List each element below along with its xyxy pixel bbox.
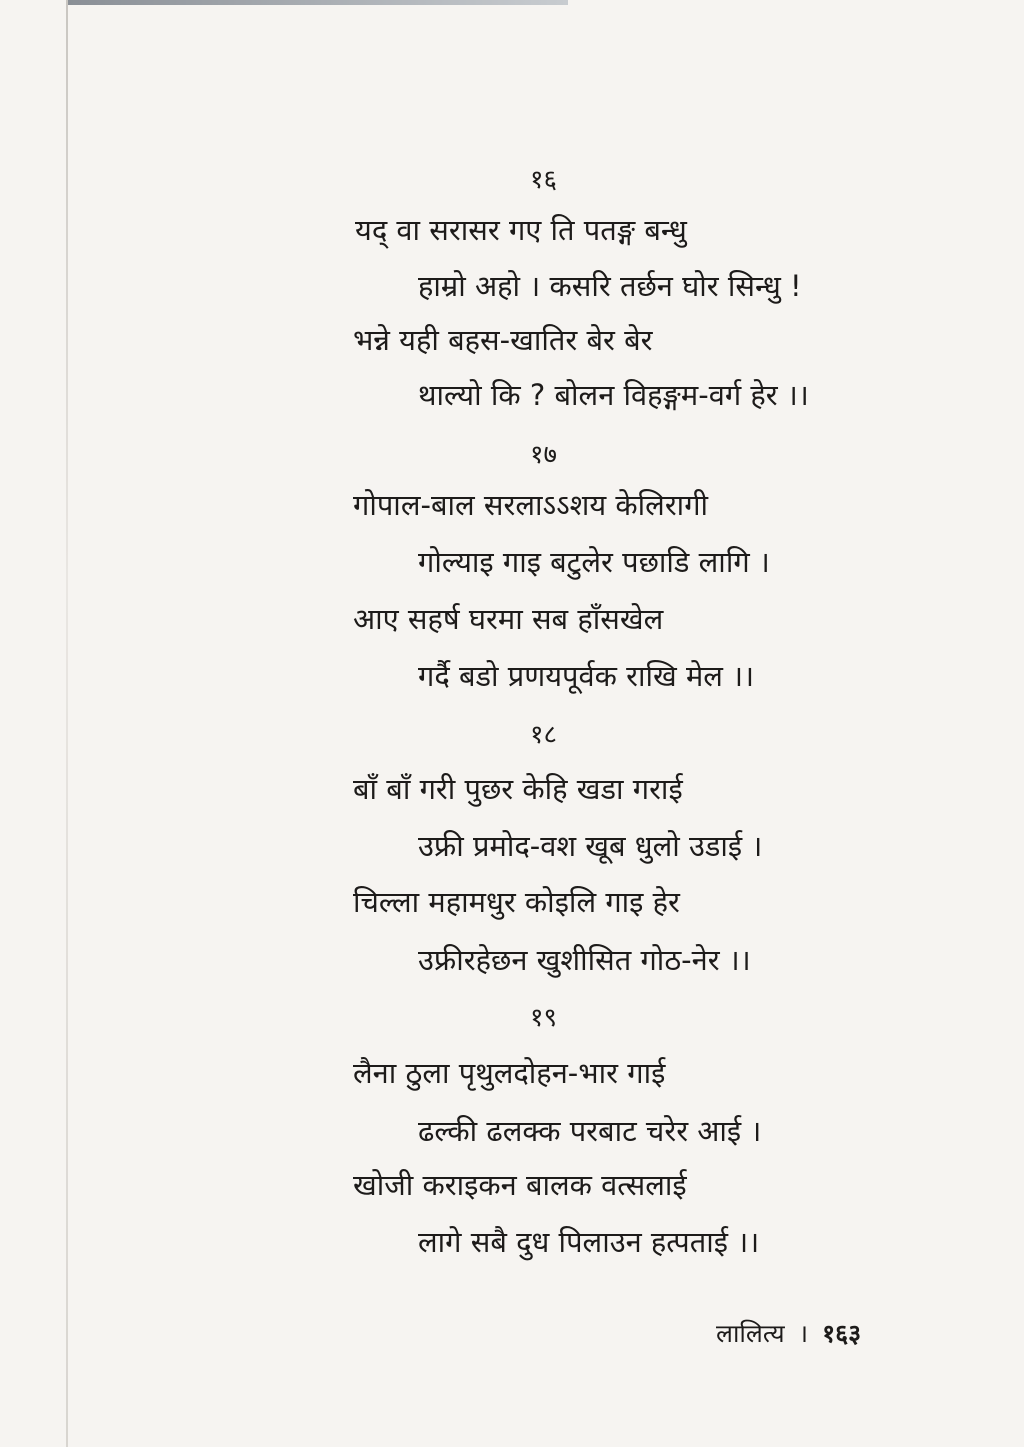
- verse-line: उफ्री प्रमोद-वश खूब धुलो उडाई ।: [418, 829, 763, 863]
- verse-line: ढल्की ढलक्क परबाट चरेर आई ।: [418, 1114, 762, 1148]
- verse-line: थाल्यो कि ? बोलन विहङ्गम-वर्ग हेर ।।: [418, 378, 809, 412]
- stanza-number: १७: [530, 440, 558, 470]
- verse-line: लागे सबै दुध पिलाउन हत्पताई ।।: [418, 1225, 760, 1259]
- stanza-number: १६: [530, 165, 558, 195]
- verse-line: गोल्याइ गाइ बटुलेर पछाडि लागि ।: [418, 545, 770, 579]
- verse-line: उफ्रीरहेछन खुशीसित गोठ-नेर ।।: [418, 943, 751, 977]
- verse-line: हाम्रो अहो । कसरि तर्छन घोर सिन्धु !: [418, 269, 802, 303]
- verse-line: गर्दै बडो प्रणयपूर्वक राखि मेल ।।: [418, 659, 755, 693]
- verse-line: यद् वा सरासर गए ति पतङ्ग बन्धु: [355, 213, 687, 247]
- verse-line: बाँ बाँ गरी पुछर केहि खडा गराई: [353, 772, 683, 806]
- book-title: लालित्य: [716, 1319, 785, 1348]
- verse-line: भन्ने यही बहस-खातिर बेर बेर: [353, 323, 653, 357]
- footer-separator: ।: [798, 1319, 809, 1348]
- stanza-number: १९: [530, 1003, 558, 1033]
- verse-line: खोजी कराइकन बालक वत्सलाई: [353, 1168, 687, 1202]
- stanza-number: १८: [530, 720, 558, 750]
- page-footer: [716, 1318, 861, 1350]
- verse-line: चिल्ला महामधुर कोइलि गाइ हेर: [353, 885, 680, 919]
- page-number: १६३: [822, 1319, 862, 1348]
- verse-line: गोपाल-बाल सरलाऽऽशय केलिरागी: [353, 488, 709, 522]
- verse-line: लैना ठुला पृथुलदोहन-भार गाई: [353, 1056, 666, 1090]
- verse-line: आए सहर्ष घरमा सब हाँसखेल: [353, 602, 664, 636]
